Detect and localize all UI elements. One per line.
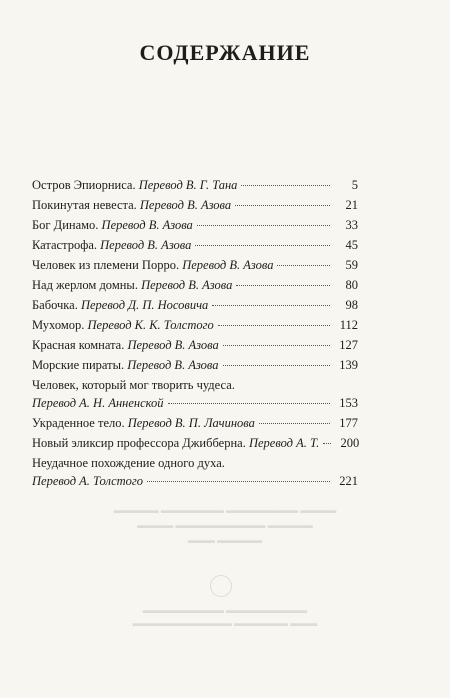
- bleed-through-text: ▬▬▬▬▬ ▬▬▬▬▬▬▬ ▬▬▬▬▬▬▬▬ ▬▬▬▬: [113, 505, 337, 515]
- page-number: 21: [345, 198, 358, 212]
- toc-entry: [32, 336, 358, 356]
- page-number: 153: [339, 396, 358, 410]
- dot-leader: [223, 365, 330, 366]
- bleed-through-text: ▬▬▬▬▬▬▬▬▬ ▬▬▬▬▬▬▬▬▬: [142, 605, 308, 615]
- translator-credit: Перевод В. Азова: [100, 238, 192, 252]
- toc-entry: [32, 256, 358, 276]
- story-title: Остров Эпиорниса.: [32, 178, 136, 192]
- page-number: 98: [345, 298, 358, 312]
- toc-entry: [32, 356, 358, 376]
- story-title: Покинутая невеста.: [32, 198, 137, 212]
- story-title: Человек, который мог творить чудеса.: [32, 378, 235, 392]
- bleed-through-text: ▬▬▬▬▬▬▬▬▬▬▬ ▬▬▬▬▬▬ ▬▬▬: [132, 618, 318, 628]
- story-title: Украденное тело.: [32, 416, 125, 430]
- bleed-through-text: ▬▬▬ ▬▬▬▬▬: [187, 535, 263, 545]
- dot-leader: [197, 225, 330, 226]
- page-number: 221: [339, 474, 358, 488]
- page-number: 80: [345, 278, 358, 292]
- page-number: 33: [345, 218, 358, 232]
- story-title: Над жерлом домны.: [32, 278, 138, 292]
- story-title: Бог Динамо.: [32, 218, 99, 232]
- bleed-through-text: ▬▬▬▬ ▬▬▬▬▬▬▬▬▬▬ ▬▬▬▬▬: [137, 520, 313, 530]
- dot-leader: [241, 185, 330, 186]
- story-title: Мухомор.: [32, 318, 85, 332]
- dot-leader: [168, 403, 330, 404]
- page-number: 177: [339, 416, 358, 430]
- toc-entry: [32, 414, 358, 434]
- dot-leader: [277, 265, 330, 266]
- translator-credit: Перевод Д. П. Носовича: [80, 298, 209, 312]
- toc-entry: [32, 216, 358, 236]
- toc-entry: [32, 296, 358, 316]
- story-title: Человек из племени Порро.: [32, 258, 180, 272]
- story-title: Морские пираты.: [32, 358, 125, 372]
- toc-entry: [32, 376, 358, 414]
- dot-leader: [323, 443, 331, 444]
- toc-entry: [32, 316, 358, 336]
- dot-leader: [235, 205, 330, 206]
- table-of-contents: [32, 176, 358, 492]
- publisher-seal: [210, 575, 232, 597]
- toc-entry: [32, 454, 358, 492]
- translator-credit: Перевод А. Т.: [248, 436, 320, 450]
- translator-credit: Перевод А. Н. Анненской: [32, 396, 164, 410]
- toc-entry: [32, 196, 358, 216]
- story-title: Красная комната.: [32, 338, 125, 352]
- translator-credit: Перевод В. П. Лачинова: [127, 416, 255, 430]
- dot-leader: [236, 285, 330, 286]
- dot-leader: [147, 481, 330, 482]
- dot-leader: [195, 245, 330, 246]
- page-number: 139: [339, 358, 358, 372]
- page-number: 45: [345, 238, 358, 252]
- toc-entry: [32, 276, 358, 296]
- translator-credit: Перевод В. Азова: [139, 198, 232, 212]
- page-title: СОДЕРЖАНИЕ: [139, 40, 311, 65]
- toc-entry: [32, 236, 358, 256]
- dot-leader: [259, 423, 330, 424]
- translator-credit: Перевод В. Азова: [182, 258, 274, 272]
- page-number: 127: [339, 338, 358, 352]
- dot-leader: [218, 325, 330, 326]
- story-title: Новый эликсир профессора Джибберна.: [32, 436, 246, 450]
- translator-credit: Перевод В. Г. Тана: [138, 178, 238, 192]
- translator-credit: Перевод А. Толстого: [32, 474, 144, 488]
- story-title: Бабочка.: [32, 298, 78, 312]
- page-number: 5: [351, 178, 358, 192]
- translator-credit: Перевод В. Азова: [127, 358, 219, 372]
- page-number: 112: [339, 318, 358, 332]
- translator-credit: Перевод В. Азова: [127, 338, 219, 352]
- translator-credit: Перевод В. Азова: [141, 278, 233, 292]
- translator-credit: Перевод В. Азова: [101, 218, 193, 232]
- story-title: Неудачное похождение одного духа.: [32, 456, 225, 470]
- story-title: Катастрофа.: [32, 238, 97, 252]
- translator-credit: Перевод К. К. Толстого: [87, 318, 214, 332]
- dot-leader: [212, 305, 330, 306]
- dot-leader: [223, 345, 330, 346]
- toc-entry: [32, 434, 358, 454]
- page-number: 200: [340, 436, 360, 450]
- toc-entry: [32, 176, 358, 196]
- page-number: 59: [345, 258, 358, 272]
